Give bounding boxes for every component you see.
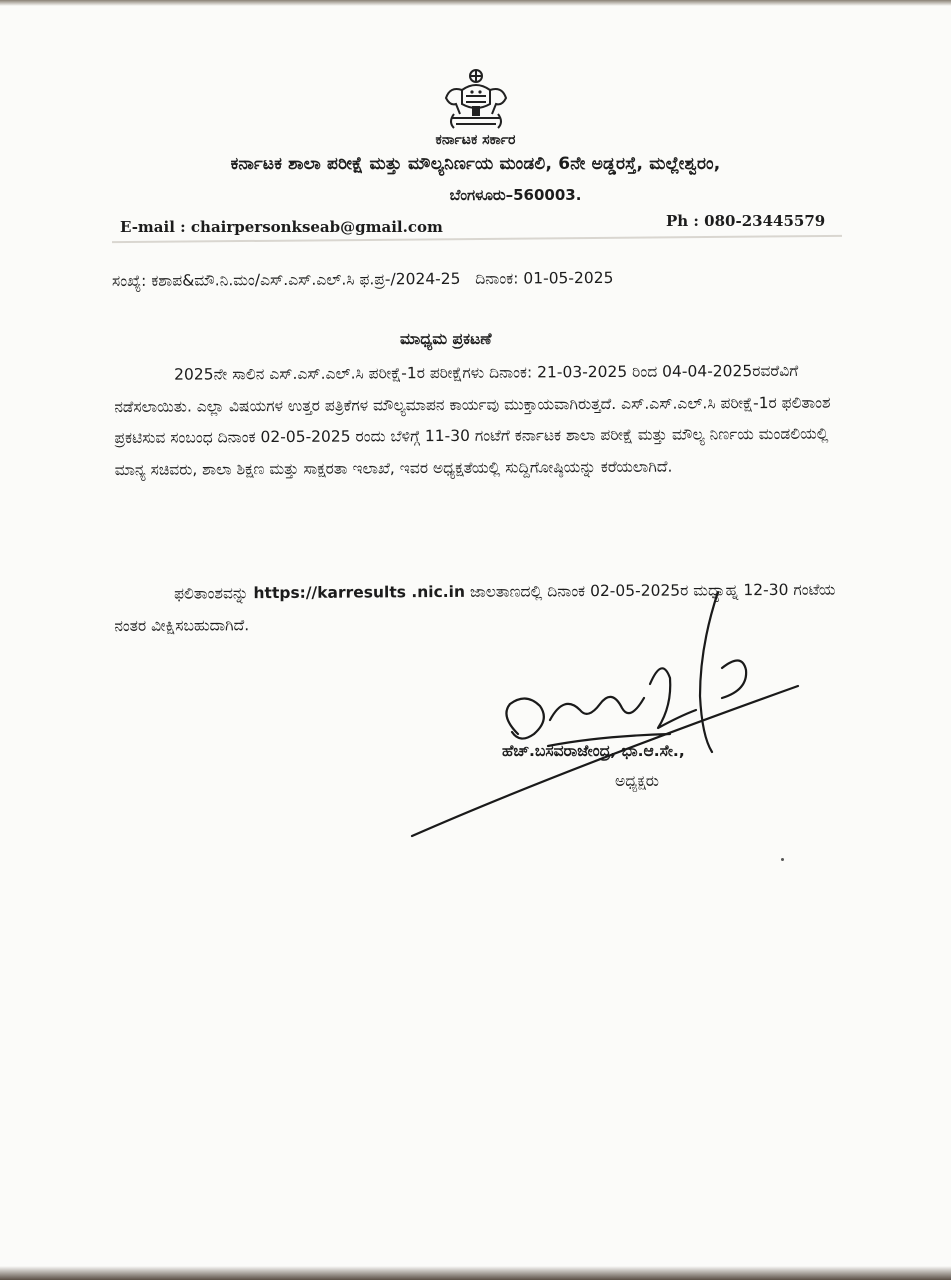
scan-speck <box>781 858 784 861</box>
handwritten-signature <box>400 586 820 846</box>
signatory-designation: ಅಧ್ಯಕ್ಷರು <box>615 772 659 790</box>
board-name: ಕರ್ನಾಟಕ ಶಾಲಾ ಪರೀಕ್ಷೆ ಮತ್ತು ಮೌಲ್ಯನಿರ್ಣಯ ಮಂಡಲಿ, 6ನೇ ಅಡ್ಡರಸ್ತೆ, ಮಲ್ಲೇಶ್ವರಂ, <box>230 154 721 174</box>
paragraph-2-rest: ಜಾಲತಾಣದಲ್ಲಿ ದಿನಾಂಕ 02-05-2025ರ ಮಧ್ಯಾಹ್ನ 12-30 ಗಂಟೆಯ ನಂತರ ವೀಕ್ಷಿಸಬಹುದಾಗಿದೆ. <box>114 580 836 635</box>
reference-number: ಸಂಖ್ಯೆ: ಕಶಾಪ&ಮೌ.ನಿ.ಮಂ/ಎಸ್.ಎಸ್.ಎಲ್.ಸಿ ಫ.ಪ್ರ-/2024-25 <box>111 269 461 290</box>
letterhead-divider <box>112 235 842 243</box>
results-website-link[interactable]: https://karresults .nic.in <box>253 582 466 603</box>
government-title: ಕರ್ನಾಟಕ ಸರ್ಕಾರ <box>435 132 516 148</box>
scan-edge-bottom <box>0 1266 951 1280</box>
email-contact: E-mail : chairpersonkseab@gmail.com <box>120 218 443 236</box>
body-paragraph-1: 2025ನೇ ಸಾಲಿನ ಎಸ್.ಎಸ್.ಎಲ್.ಸಿ ಪರೀಕ್ಷೆ-1ರ ಪರೀಕ್ಷೆಗಳು ದಿನಾಂಕ: 21-03-2025 ರಿಂದ 04-04-2025ರವರೆವಿಗೆ ನಡೆಸಲಾಯಿತು. ಎಲ್ಲಾ ವಿಷಯಗಳ ಉತ್ತರ ಪತ್ರಿಕೆಗಳ ಮೌಲ್ಯಮಾಪನ ಕಾರ್ಯವು ಮುಕ್ತಾಯವಾಗಿರುತ್ತದೆ. ಎಸ್.ಎಸ್.ಎಲ್.ಸಿ ಪರೀಕ್ಷೆ-1ರ ಫಲಿತಾಂಶ ಪ್ರಕಟಿಸುವ ಸಂಬಂಧ ದಿನಾಂಕ 02-05-2025 ರಂದು ಬೆಳಿಗ್ಗೆ 11-30 ಗಂಟೆಗೆ ಕರ್ನಾಟಕ ಶಾಲಾ ಪರೀಕ್ಷೆ ಮತ್ತು ಮೌಲ್ಯ ನಿರ್ಣಯ ಮಂಡಲಿಯಲ್ಲಿ ಮಾನ್ಯ ಸಚಿವರು, ಶಾಲಾ ಶಿಕ್ಷಣ ಮತ್ತು ಸಾಕ್ಷರತಾ ಇಲಾಖೆ, ಇವರ ಅಧ್ಯಕ್ಷತೆಯಲ್ಲಿ ಸುದ್ದಿಗೋಷ್ಠಿಯನ್ನು ಕರೆಯಲಾಗಿದೆ. <box>114 361 831 479</box>
board-address-city: ಬೆಂಗಳೂರು–560003. <box>449 186 582 204</box>
reference-line <box>112 269 614 291</box>
scan-edge-top <box>0 0 951 6</box>
signatory-name: ಹೆಚ್.ಬಸವರಾಜೇಂದ್ರ, ಭಾ.ಆ.ಸೇ., <box>502 742 685 760</box>
karnataka-emblem-icon <box>436 66 516 134</box>
paragraph-2-intro: ಫಲಿತಾಂಶವನ್ನು <box>174 584 254 603</box>
phone-contact: Ph : 080-23445579 <box>666 212 826 230</box>
document-heading: ಮಾಧ್ಯಮ ಪ್ರಕಟಣೆ <box>400 330 492 348</box>
reference-date: ದಿನಾಂಕ: 01-05-2025 <box>475 268 614 288</box>
